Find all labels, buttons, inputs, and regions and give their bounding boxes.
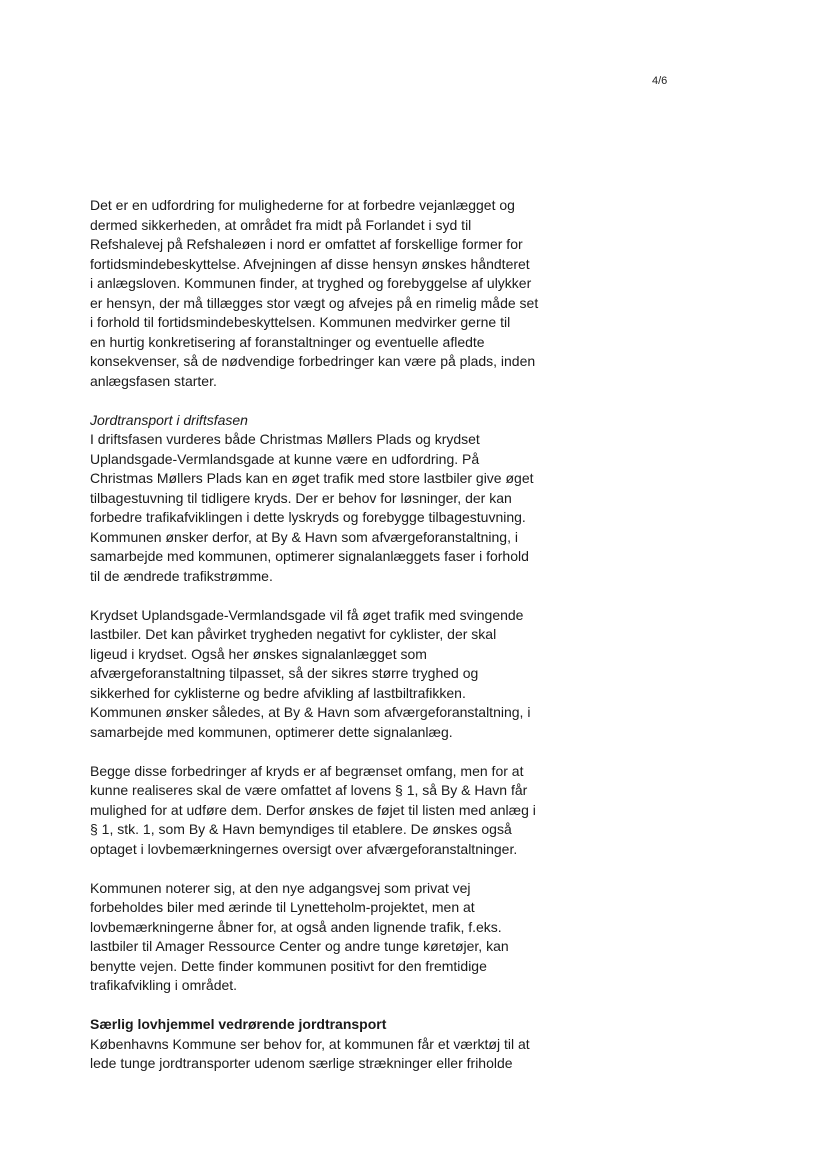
text-line: forbeholdes biler med ærinde til Lynetteholm-projektet, men at [90,899,475,915]
text-line: anlægsfasen starter. [90,372,217,389]
text-line: trafikafvikling i området. [90,977,238,993]
paragraph [90,1015,570,1074]
text-line: samarbejde med kommunen, optimerer dette signalanlæg. [90,723,453,740]
text-line: samarbejde med kommunen, optimerer signalanlæggets faser i forhold [90,548,529,564]
text-line: til de ændrede trafikstrømme. [90,567,273,584]
text-line: Kommunen ønsker derfor, at By & Havn som afværgeforanstaltning, i [90,528,518,545]
text-line: i forhold til fortidsmindebeskyttelsen. Kommunen medvirker gerne til [90,314,511,330]
text-line: Uplandsgade-Vermlandsgade at kunne være en udfordring. På [90,450,480,467]
text-line: Det er en udfordring for mulighederne for at forbedre vejanlægget og [90,197,515,213]
paragraph [90,411,570,587]
text-line: Christmas Møllers Plads kan en øget trafik med store lastbiler give øget [90,470,534,486]
text-line: § 1, stk. 1, som By & Havn bemyndiges til etablere. De ønskes også [90,821,512,837]
text-line: lastbiler til Amager Ressource Center og andre tunge køretøjer, kan [90,938,509,954]
text-line: fortidsmindebeskyttelse. Afvejningen af disse hensyn ønskes håndteret [90,255,530,272]
text-line: mulighed for at udføre dem. Derfor ønskes de føjet til listen med anlæg i [90,801,536,818]
text-line: Kommunen noterer sig, at den nye adgangsvej som privat vej [90,879,471,896]
text-line: ligeud i krydset. Også her ønskes signalanlægget som [90,645,427,662]
text-line: i anlægsloven. Kommunen finder, at tryghed og forebyggelse af ulykker [90,275,532,291]
text-line: afværgeforanstaltning tilpasset, så der sikres større tryghed og [90,665,479,681]
text-line: benytte vejen. Dette finder kommunen positivt for den fremtidige [90,957,487,974]
text-line: kunne realiseres skal de være omfattet af lovens § 1, så By & Havn får [90,782,528,798]
text-line: lovbemærkningerne åbner for, at også anden lignende trafik, f.eks. [90,918,502,935]
paragraph [90,879,570,996]
paragraph [90,762,570,860]
text-line: en hurtig konkretisering af foranstaltninger og eventuelle afledte [90,333,485,350]
text-line: optaget i lovbemærkningernes oversigt over afværgeforanstaltninger. [90,840,518,857]
document-body [90,196,570,1093]
text-line: dermed sikkerheden, at området fra midt på Forlandet i syd til [90,216,472,233]
section-heading: Jordtransport i driftsfasen [90,411,248,428]
text-line: Begge disse forbedringer af kryds er af begrænset omfang, men for at [90,762,524,779]
text-line: sikkerhed for cyklisterne og bedre afvikling af lastbiltrafikken. [90,684,466,701]
page-number: 4/6 [652,75,668,87]
paragraph [90,196,570,391]
text-line: lastbiler. Det kan påvirket trygheden negativt for cyklister, der skal [90,626,497,642]
text-line: konsekvenser, så de nødvendige forbedringer kan være på plads, inden [90,353,536,369]
text-line: Refshalevej på Refshaleøen i nord er omfattet af forskellige former for [90,236,523,252]
text-line: I driftsfasen vurderes både Christmas Møllers Plads og krydset [90,431,480,447]
paragraph [90,606,570,743]
text-line: Kommunen ønsker således, at By & Havn som afværgeforanstaltning, i [90,704,531,720]
text-line: forbedre trafikafviklingen i dette lyskryds og forebygge tilbagestuvning. [90,509,526,525]
text-line: Københavns Kommune ser behov for, at kommunen får et værktøj til at [90,1035,530,1052]
text-line: tilbagestuvning til tidligere kryds. Der er behov for løsninger, der kan [90,489,512,506]
text-line: er hensyn, der må tillægges stor vægt og afvejes på en rimelig måde set [90,294,539,311]
text-line: lede tunge jordtransporter udenom særlige strækninger eller friholde [90,1055,513,1071]
section-heading: Særlig lovhjemmel vedrørende jordtransport [90,1016,387,1032]
text-line: Krydset Uplandsgade-Vermlandsgade vil få øget trafik med svingende [90,606,524,623]
